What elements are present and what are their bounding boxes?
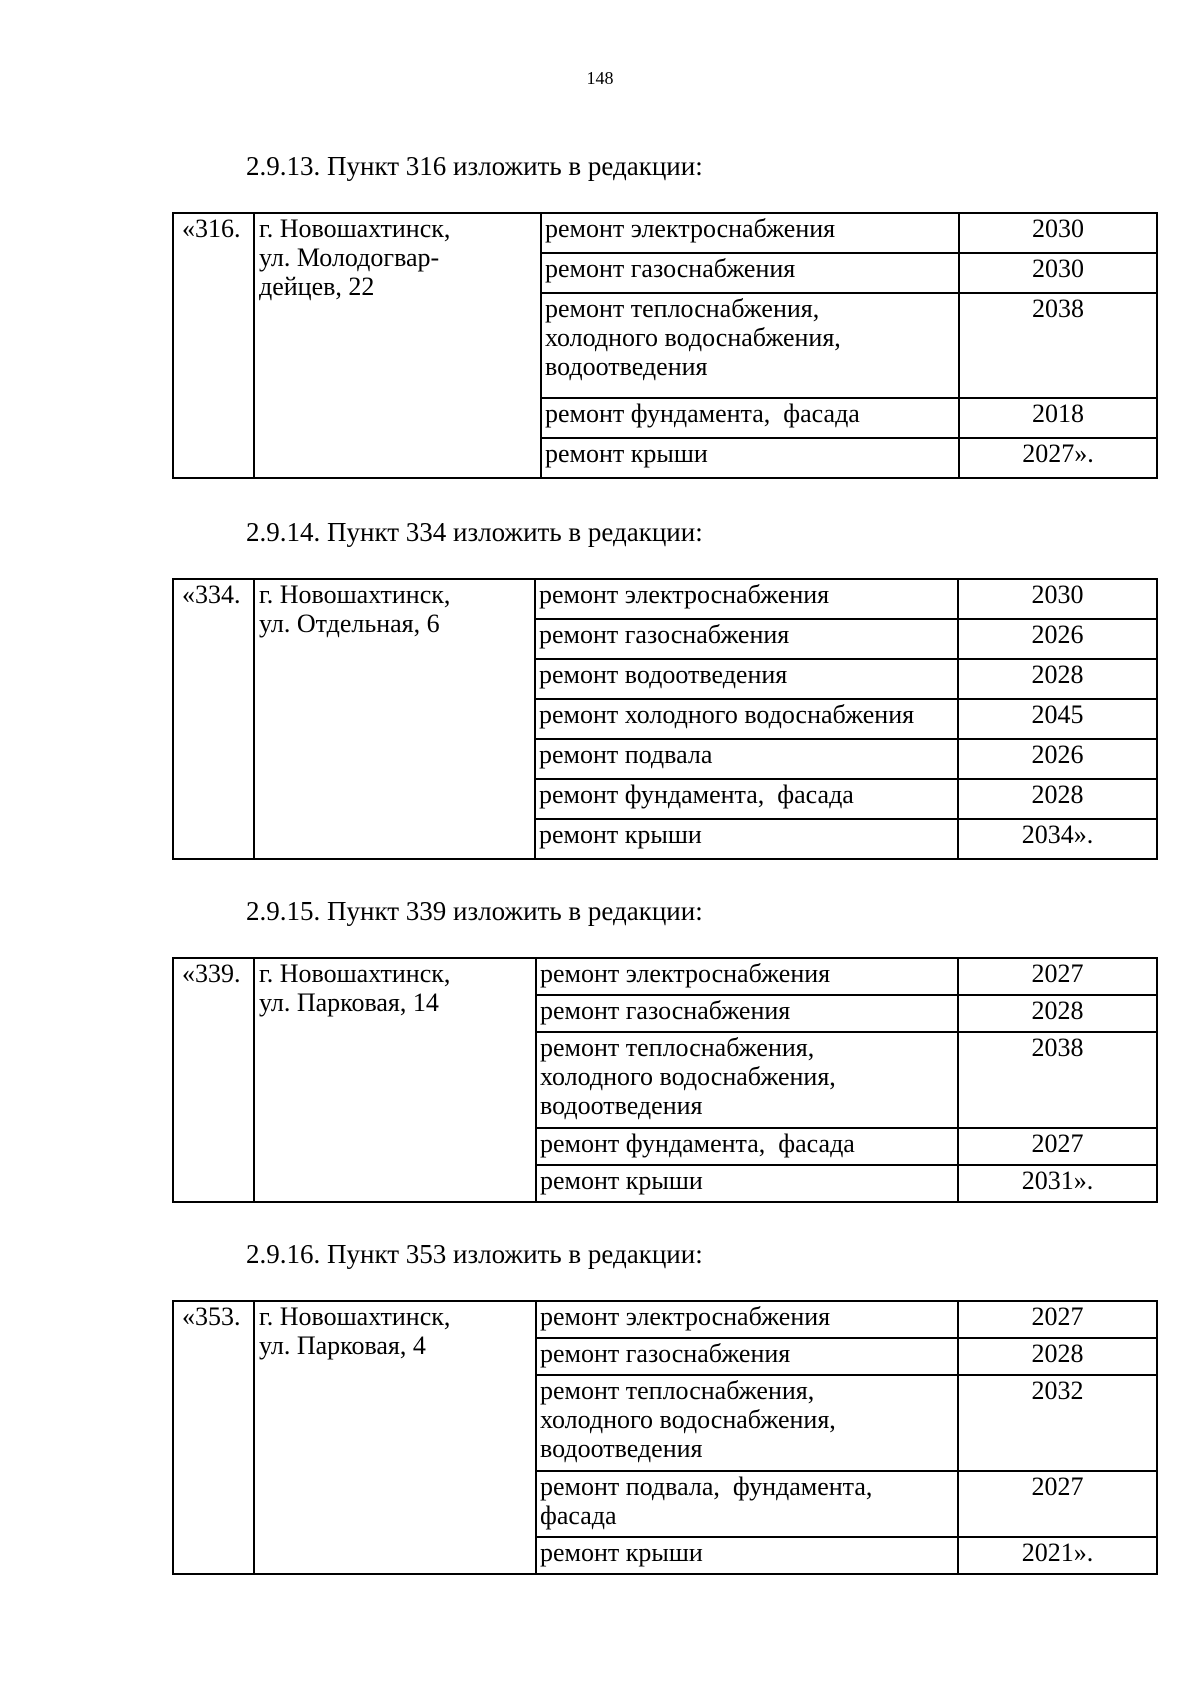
year-cell: [958, 699, 1157, 739]
year-value: 2028: [1031, 660, 1084, 689]
work-text: ремонт фундамента, фасада: [545, 399, 860, 428]
work-cell: [541, 438, 959, 478]
year-cell: [958, 1165, 1157, 1202]
work-text: ремонт крыши: [540, 1538, 703, 1567]
work-cell: [535, 619, 958, 659]
address-cell: [254, 958, 536, 1202]
work-text: ремонт фундамента, фасада: [540, 1129, 855, 1158]
work-cell: [536, 1165, 958, 1202]
item-number: «334.: [182, 580, 241, 609]
work-text: ремонт фундамента, фасада: [539, 780, 854, 809]
year-cell: [958, 819, 1157, 859]
address-line: ул. Отдельная, 6: [259, 609, 440, 638]
section-heading: 2.9.16. Пункт 353 изложить в редакции:: [246, 1239, 703, 1269]
year-value: 2030: [1032, 214, 1084, 243]
year-cell: [959, 398, 1157, 438]
address-line: г. Новошахтинск,: [259, 214, 451, 243]
year-cell: [959, 293, 1157, 398]
year-cell: [958, 995, 1157, 1032]
year-value: 2026: [1031, 620, 1084, 649]
item-number-cell: [173, 579, 254, 859]
year-value: 2027: [1031, 1472, 1084, 1501]
item-number-cell: [173, 958, 254, 1202]
year-value: 2038: [1031, 1033, 1084, 1062]
work-cell: [541, 293, 959, 398]
work-text: ремонт газоснабжения: [545, 254, 796, 283]
work-cell: [536, 958, 958, 995]
year-value: 2027: [1031, 1129, 1084, 1158]
year-cell: [958, 779, 1157, 819]
work-cell: [535, 739, 958, 779]
address-line: дейцев, 22: [259, 272, 375, 301]
section-heading: 2.9.13. Пункт 316 изложить в редакции:: [246, 151, 703, 181]
year-cell: [958, 1128, 1157, 1165]
year-cell: [958, 1375, 1157, 1471]
year-value: 2027: [1031, 959, 1084, 988]
year-value: 2027».: [1022, 439, 1094, 468]
amendment-table: [172, 578, 1158, 860]
year-cell: [958, 579, 1157, 619]
amendment-table: [172, 212, 1158, 479]
year-cell: [958, 659, 1157, 699]
work-text: холодного водоснабжения,: [540, 1062, 836, 1091]
year-value: 2028: [1031, 996, 1084, 1025]
year-cell: [958, 1537, 1157, 1574]
work-cell: [536, 1375, 958, 1471]
address-cell: [254, 579, 535, 859]
year-value: 2028: [1031, 1339, 1084, 1368]
address-line: ул. Парковая, 14: [259, 988, 439, 1017]
work-cell: [536, 1537, 958, 1574]
year-value: 2034».: [1021, 820, 1094, 849]
work-text: фасада: [540, 1501, 617, 1530]
year-cell: [958, 958, 1157, 995]
work-cell: [536, 1338, 958, 1375]
work-text: ремонт электроснабжения: [540, 959, 831, 988]
work-text: ремонт крыши: [540, 1166, 703, 1195]
work-cell: [536, 1471, 958, 1537]
work-text: ремонт крыши: [539, 820, 702, 849]
address-line: г. Новошахтинск,: [259, 580, 451, 609]
year-cell: [959, 213, 1157, 253]
work-text: ремонт газоснабжения: [540, 996, 791, 1025]
address-line: г. Новошахтинск,: [259, 1302, 451, 1331]
address-line: ул. Парковая, 4: [259, 1331, 426, 1360]
work-text: ремонт теплоснабжения,: [540, 1376, 815, 1405]
work-text: холодного водоснабжения,: [545, 323, 841, 352]
year-value: 2032: [1031, 1376, 1084, 1405]
year-value: 2038: [1032, 294, 1084, 323]
item-number-cell: [173, 213, 254, 478]
work-cell: [535, 779, 958, 819]
work-cell: [536, 1032, 958, 1128]
year-cell: [958, 1338, 1157, 1375]
year-cell: [958, 1301, 1157, 1338]
work-text: ремонт холодного водоснабжения: [539, 700, 915, 729]
section-heading: 2.9.14. Пункт 334 изложить в редакции:: [246, 517, 703, 547]
page-number: 148: [586, 68, 614, 88]
year-value: 2045: [1031, 700, 1084, 729]
work-text: ремонт подвала: [539, 740, 713, 769]
work-text: ремонт газоснабжения: [540, 1339, 791, 1368]
work-text: ремонт водоотведения: [539, 660, 788, 689]
work-text: ремонт электроснабжения: [539, 580, 830, 609]
year-cell: [958, 1471, 1157, 1537]
amendment-table: [172, 1300, 1158, 1575]
work-cell: [535, 659, 958, 699]
work-cell: [536, 1301, 958, 1338]
year-value: 2030: [1031, 580, 1084, 609]
address-line: ул. Молодогвар-: [259, 243, 440, 272]
address-cell: [254, 1301, 536, 1574]
work-text: ремонт электроснабжения: [540, 1302, 831, 1331]
work-text: ремонт теплоснабжения,: [545, 294, 820, 323]
work-text: ремонт газоснабжения: [539, 620, 790, 649]
work-cell: [541, 398, 959, 438]
work-cell: [536, 995, 958, 1032]
year-cell: [958, 739, 1157, 779]
year-cell: [959, 253, 1157, 293]
amendment-table: [172, 957, 1158, 1203]
year-cell: [958, 1032, 1157, 1128]
work-text: холодного водоснабжения,: [540, 1405, 836, 1434]
year-value: 2028: [1031, 780, 1084, 809]
item-number: «339.: [182, 959, 241, 988]
work-cell: [535, 819, 958, 859]
work-cell: [535, 579, 958, 619]
year-cell: [959, 438, 1157, 478]
year-value: 2027: [1031, 1302, 1084, 1331]
work-cell: [541, 213, 959, 253]
section-heading: 2.9.15. Пункт 339 изложить в редакции:: [246, 896, 703, 926]
item-number-cell: [173, 1301, 254, 1574]
work-text: ремонт подвала, фундамента,: [540, 1472, 873, 1501]
work-text: ремонт теплоснабжения,: [540, 1033, 815, 1062]
work-text: водоотведения: [545, 352, 708, 381]
work-cell: [541, 253, 959, 293]
work-cell: [535, 699, 958, 739]
year-value: 2021».: [1021, 1538, 1094, 1567]
year-value: 2018: [1032, 399, 1084, 428]
year-value: 2031».: [1021, 1166, 1094, 1195]
year-value: 2026: [1031, 740, 1084, 769]
address-cell: [254, 213, 541, 478]
work-text: ремонт крыши: [545, 439, 708, 468]
year-cell: [958, 619, 1157, 659]
item-number: «353.: [182, 1302, 241, 1331]
work-text: водоотведения: [540, 1434, 703, 1463]
item-number: «316.: [182, 214, 241, 243]
year-value: 2030: [1032, 254, 1084, 283]
work-text: водоотведения: [540, 1091, 703, 1120]
work-cell: [536, 1128, 958, 1165]
address-line: г. Новошахтинск,: [259, 959, 451, 988]
work-text: ремонт электроснабжения: [545, 214, 836, 243]
